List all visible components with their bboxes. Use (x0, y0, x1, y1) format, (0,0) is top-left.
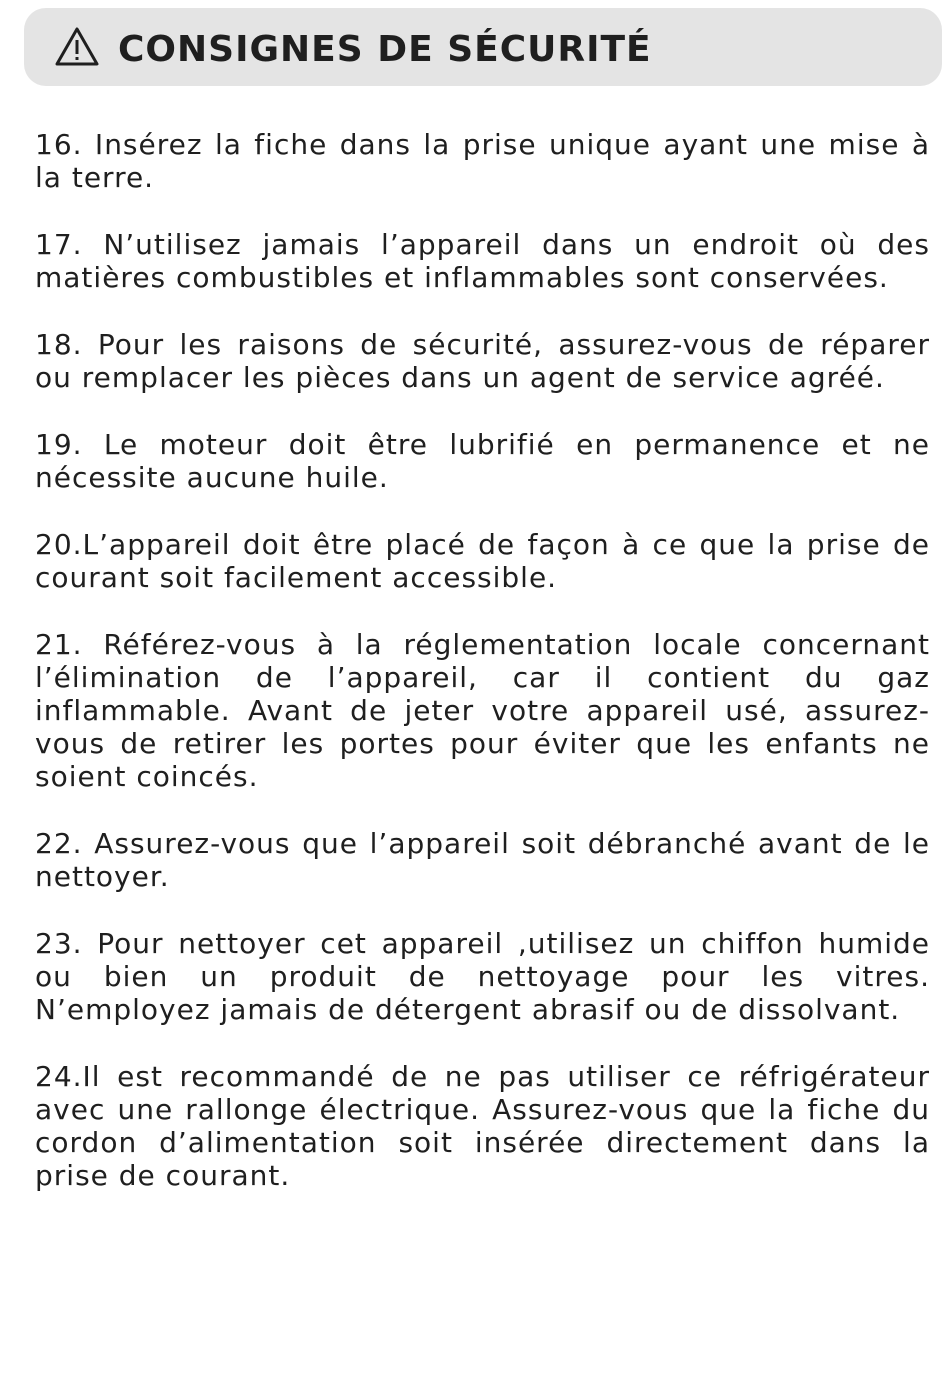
instruction-21: 21. Référez-vous à la réglementation locale concernant l’élimination de l’appareil, car il contient du gaz inflammable. Avant de jeter votre appareil usé, assurez-vous de retirer les portes pour éviter que les enfants ne soient coincés. (35, 628, 930, 793)
instruction-18: 18. Pour les raisons de sécurité, assurez-vous de réparer ou remplacer les pièces dans un agent de service agréé. (35, 328, 930, 394)
instruction-16: 16. Insérez la fiche dans la prise unique ayant une mise à la terre. (35, 128, 930, 194)
safety-instructions-list (35, 128, 930, 1226)
instruction-19: 19. Le moteur doit être lubrifié en permanence et ne nécessite aucune huile. (35, 428, 930, 494)
instruction-17: 17. N’utilisez jamais l’appareil dans un endroit où des matières combustibles et inflammables sont conservées. (35, 228, 930, 294)
instruction-20: 20.L’appareil doit être placé de façon à ce que la prise de courant soit facilement accessible. (35, 528, 930, 594)
instruction-23: 23. Pour nettoyer cet appareil ,utilisez un chiffon humide ou bien un produit de nettoyage pour les vitres. N’employez jamais de détergent abrasif ou de dissolvant. (35, 927, 930, 1026)
page-title: CONSIGNES DE SÉCURITÉ (118, 29, 652, 70)
instruction-24: 24.Il est recommandé de ne pas utiliser ce réfrigérateur avec une rallonge électrique. Assurez-vous que la fiche du cordon d’alimentation soit insérée directement dans la prise de courant. (35, 1060, 930, 1192)
warning-triangle-icon (54, 26, 100, 68)
section-header (24, 8, 942, 86)
instruction-22: 22. Assurez-vous que l’appareil soit débranché avant de le nettoyer. (35, 827, 930, 893)
